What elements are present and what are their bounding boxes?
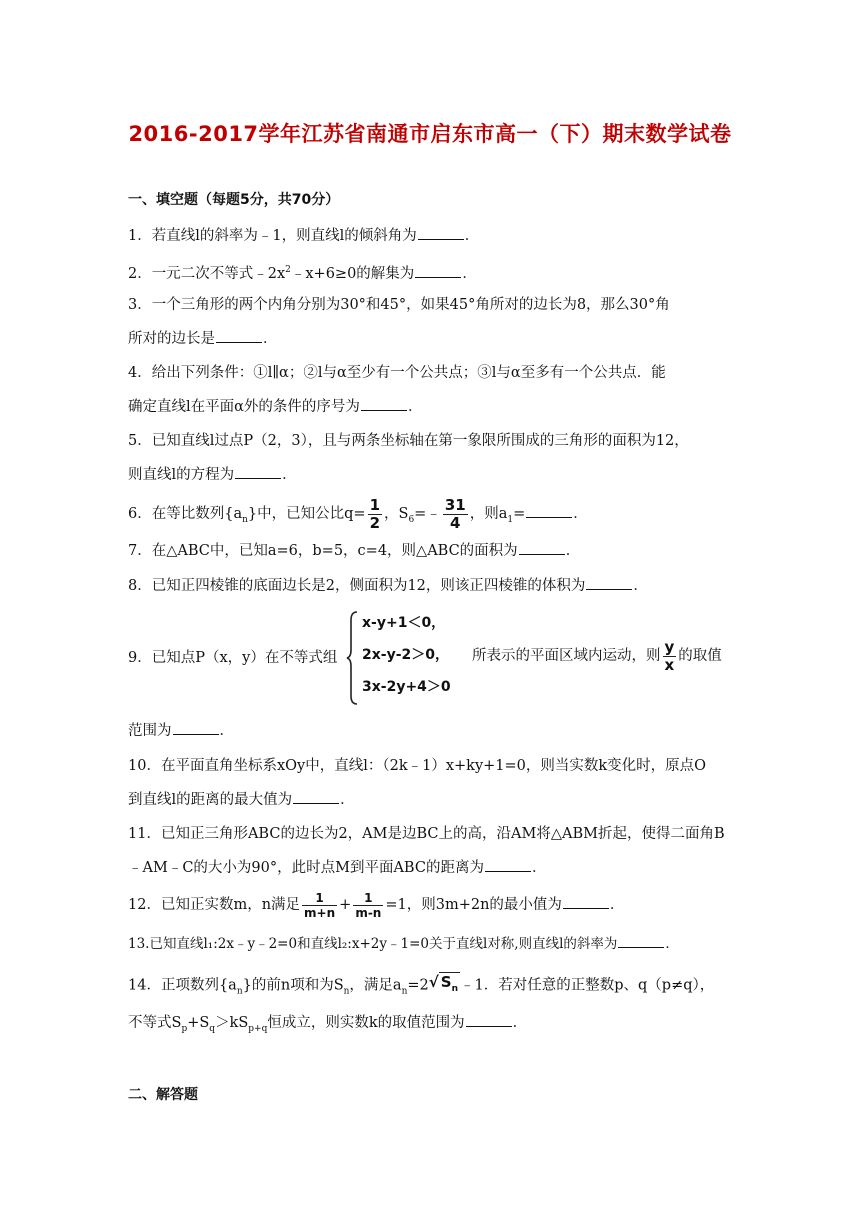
fraction-1-over-m-minus-n: $\frac{1}{m-n}$ (355, 890, 382, 920)
question-14-line-2: 不等式$S_p+S_q>kS_{p+q}$恒成立，则实数k的取值范围为 ． (128, 1012, 527, 1039)
answer-blank (526, 503, 572, 518)
question-5-line-1: 5．已知直线l过点P（2，3），且与两条坐标轴在第一象限所围成的三角形的面积为12， (128, 433, 689, 449)
section-1-heading: 一、填空题（每题5分，共70分） (128, 192, 340, 208)
answer-blank (618, 933, 664, 948)
inequality-system (346, 610, 458, 706)
question-13: 13.已知直线l₁:2x﹣y﹣2=0和直线l₂:x+2y﹣1=0关于直线l对称,则直线l的斜率为 ． (128, 933, 679, 954)
section-2-heading: 二、解答题 (128, 1087, 198, 1103)
question-9-line-1-left: 9．已知点P（x，y）在不等式组 (128, 650, 338, 666)
fraction-q: $\frac{1}{2}$ (369, 495, 380, 532)
sqrt-sn: √ $S_n$ (428, 973, 458, 994)
answer-blank (586, 575, 632, 590)
question-3-line-1: 3．一个三角形的两个内角分别为30°和45°，如果45°角所对的边长为8，那么30°角 (128, 297, 670, 313)
answer-blank (293, 789, 339, 804)
question-1: 1．若直线l的斜率为﹣1，则直线l的倾斜角为 ． (128, 225, 479, 246)
answer-blank (361, 396, 407, 411)
question-7: 7．在△ABC中，已知a=6，b=5，c=4，则△ABC的面积为 ． (128, 540, 580, 561)
question-6: 6．在等比数列$\{a_n\}$中，已知公比q= $\frac{1}{2}$ ，$S_6=﹣$ $\frac{31}{4}$ ，则$a_1=$ ． (128, 495, 588, 532)
answer-blank (519, 540, 565, 555)
inequality-2: 2x-y-2＞0， (362, 647, 450, 663)
question-4-line-1: 4．给出下列条件：①l∥α；②l与α至少有一个公共点；③l与α至多有一个公共点．能 (128, 365, 666, 381)
question-5-line-2: 则直线l的方程为 ． (128, 464, 297, 485)
answer-blank (418, 225, 464, 240)
question-11-line-1: 11．已知正三角形ABC的边长为2，AM是边BC上的高，沿AM将△ABM折起，使得二面角B (128, 826, 725, 842)
answer-blank (485, 857, 531, 872)
fraction-s6: $\frac{31}{4}$ (444, 495, 466, 532)
answer-blank (415, 263, 461, 278)
question-12: 12．已知正实数m，n满足 $\frac{1}{m+n}$ + $\frac{1}{m-n}$ =1，则3m+2n的最小值为 ． (128, 890, 625, 920)
question-11-line-2: ﹣AM﹣C的大小为90°，此时点M到平面ABC的距离为 ． (128, 857, 546, 878)
inequality-1: x-y+1＜0， (362, 615, 446, 631)
question-9-line-2: 范围为 ． (128, 720, 234, 741)
question-8: 8．已知正四棱锥的底面边长是2，侧面积为12，则该正四棱锥的体积为 ． (128, 575, 648, 596)
fraction-y-over-x: $\frac{y}{x}$ (664, 637, 675, 674)
question-10-line-1: 10．在平面直角坐标系xOy中，直线l：（2k﹣1）x+ky+1=0，则当实数k变化时，原点O (128, 758, 707, 774)
answer-blank (466, 1012, 512, 1027)
answer-blank (235, 464, 281, 479)
inequality-3: 3x-2y+4＞0 (362, 679, 451, 695)
question-2: 2．一元二次不等式$﹣2x^2﹣x+6\ge 0$的解集为 ． (128, 260, 477, 284)
question-4-line-2: 确定直线l在平面α外的条件的序号为 ． (128, 396, 422, 417)
answer-blank (563, 894, 609, 909)
fraction-1-over-m-plus-n: $\frac{1}{m+n}$ (304, 890, 336, 920)
page-title: 2016-2017学年江苏省南通市启东市高一（下）期末数学试卷 (128, 122, 732, 146)
question-14-line-1: 14．正项数列$\{a_n\}$的前n项和为$S_n$，满足$a_n=2√$ $S_n$ ﹣1．若对任意的正整数p、q（p≠q）， (128, 962, 714, 1011)
answer-blank (216, 328, 262, 343)
question-3-line-2: 所对的边长是 ． (128, 328, 278, 349)
question-10-line-2: 到直线l的距离的最大值为 ． (128, 789, 355, 810)
answer-blank (173, 720, 219, 735)
brace-icon (346, 610, 360, 706)
question-9-line-1-right: 所表示的平面区域内运动，则 $\frac{y}{x}$ 的取值 (472, 637, 722, 674)
